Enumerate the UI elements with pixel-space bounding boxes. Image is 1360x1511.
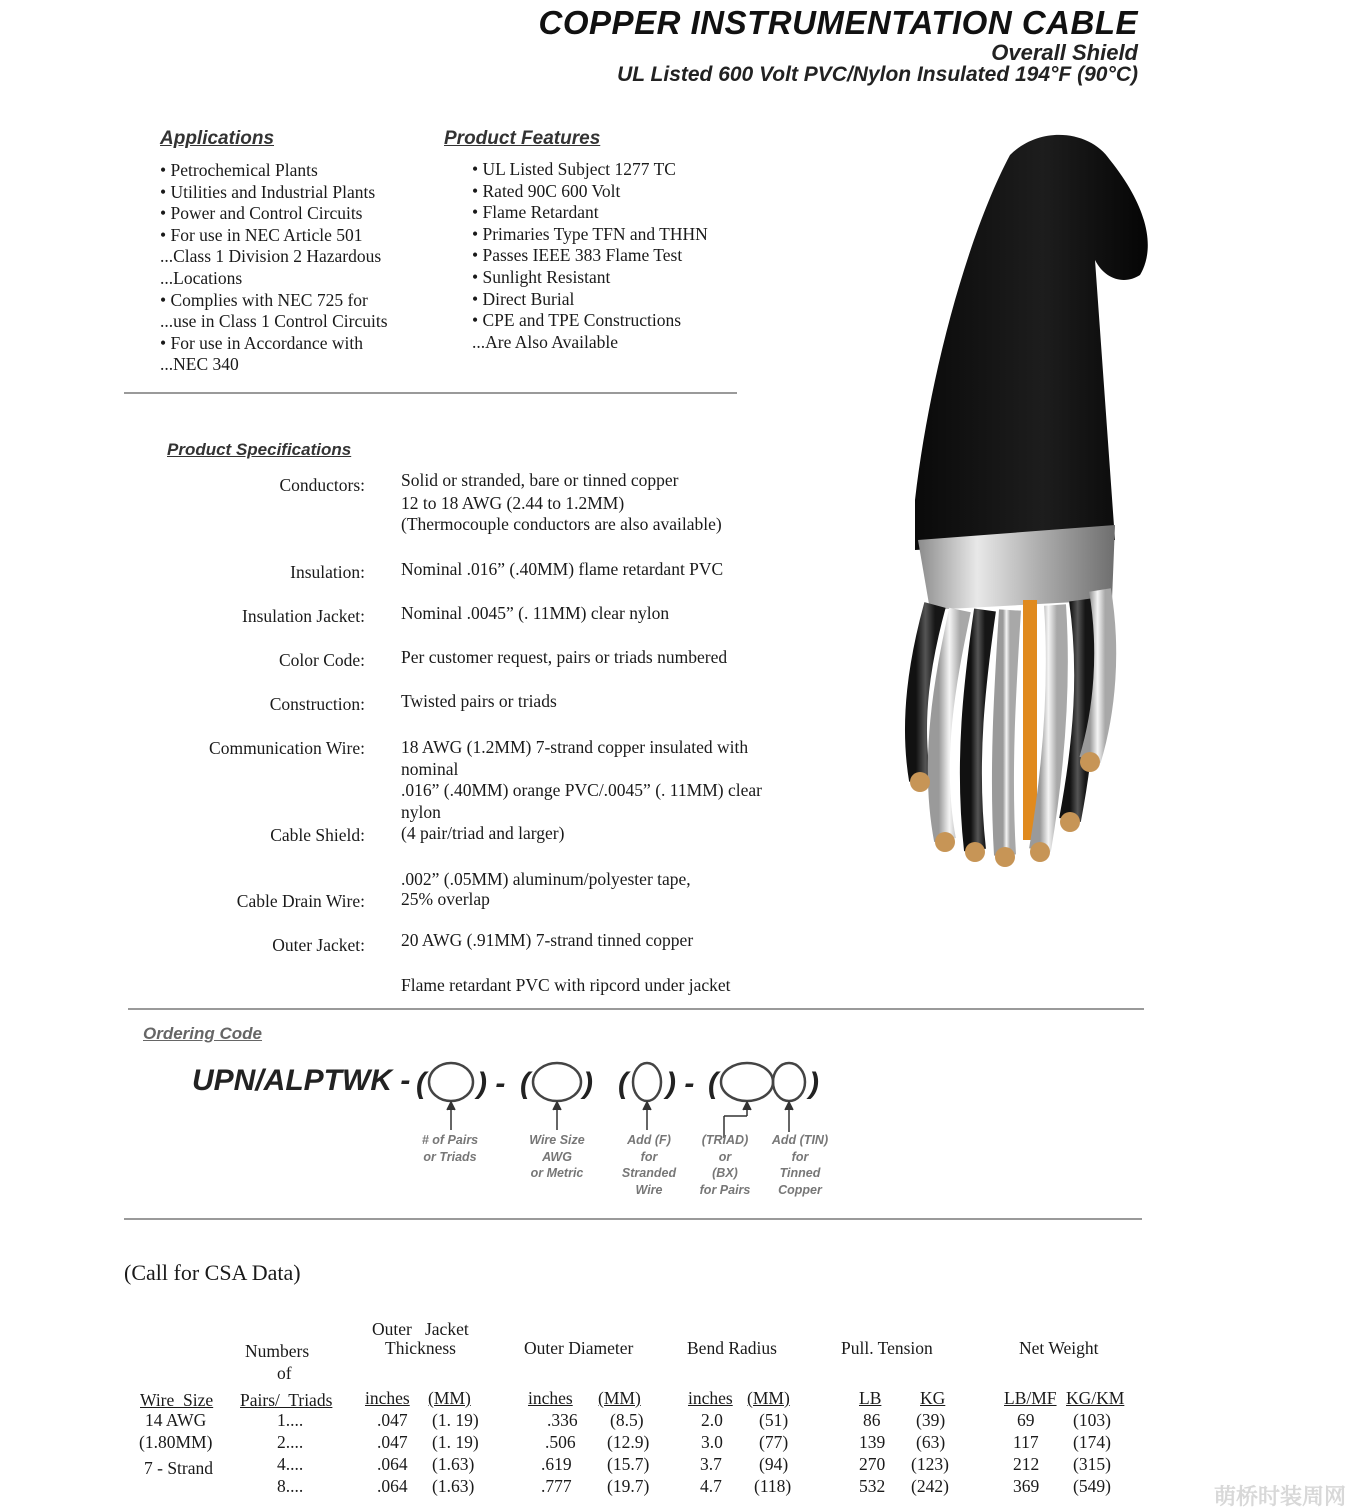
list-item: ...Are Also Available <box>472 331 618 352</box>
slot-wire-size <box>533 1063 581 1101</box>
cell-oj-in: .064 <box>377 1454 408 1474</box>
th-br-mm: (MM) <box>747 1388 790 1408</box>
spec-value-line: 18 AWG (1.2MM) 7-strand copper insulated with <box>401 737 749 757</box>
spec-label-cable-shield: Cable Shield: <box>270 825 365 845</box>
cell-kgkm: (315) <box>1073 1454 1111 1474</box>
csa-note: (Call for CSA Data) <box>124 1260 301 1285</box>
cell-kgkm: (174) <box>1073 1432 1111 1452</box>
cell-pairs: 4.... <box>277 1454 304 1474</box>
ordering-code-prefix: UPN/ALPTWK - <box>192 1064 411 1097</box>
cell-kg: (123) <box>911 1454 949 1474</box>
list-item: • For use in Accordance with <box>160 332 363 353</box>
list-item: • Rated 90C 600 Volt <box>472 180 621 201</box>
spec-value-line: nominal <box>401 758 459 779</box>
ordering-label-stranded: Add (F) for Stranded Wire <box>621 1133 677 1197</box>
list-item: • Passes IEEE 383 Flame Test <box>472 245 683 266</box>
spec-label-insulation-jacket: Insulation Jacket: <box>242 606 365 626</box>
cell-oj-mm: (1. 19) <box>432 1432 479 1452</box>
cell-od-mm: (8.5) <box>610 1410 644 1430</box>
applications-heading: Applications <box>160 128 275 149</box>
cell-pairs: 2.... <box>277 1432 304 1452</box>
cell-br-mm: (118) <box>754 1476 792 1496</box>
cell-pairs: 1.... <box>277 1410 304 1430</box>
cell-lb: 139 <box>859 1432 886 1452</box>
wire-desc: 14 AWG <box>145 1410 207 1430</box>
spec-value-outer-jacket: Flame retardant PVC with ripcord under jacket <box>401 975 731 995</box>
svg-text:(: ( <box>708 1067 718 1100</box>
list-item: ...Class 1 Division 2 Hazardous <box>160 246 382 267</box>
wire-desc: 7 - Strand <box>144 1458 214 1478</box>
cell-od-mm: (15.7) <box>607 1454 650 1474</box>
spec-label-outer-jacket: Outer Jacket: <box>272 935 365 955</box>
th-pull-tension: Pull. Tension <box>841 1338 933 1358</box>
cell-br-in: 4.7 <box>700 1476 722 1496</box>
cell-br-mm: (51) <box>759 1410 789 1430</box>
list-item: • Direct Burial <box>472 288 575 309</box>
list-item: ...NEC 340 <box>160 354 239 375</box>
cell-kg: (242) <box>911 1476 949 1496</box>
cell-lb: 532 <box>859 1476 886 1496</box>
svg-text:) -: ) - <box>477 1067 506 1100</box>
th-od-inches: inches <box>528 1388 573 1408</box>
slot-tinned <box>773 1063 805 1101</box>
th-oj-inches: inches <box>365 1388 410 1408</box>
applications-list <box>160 160 388 376</box>
th-kg: KG <box>920 1388 946 1408</box>
cell-od-mm: (12.9) <box>607 1432 650 1452</box>
list-item: • Power and Control Circuits <box>160 203 363 224</box>
cell-br-mm: (94) <box>759 1454 789 1474</box>
spec-value-conductors <box>401 470 722 534</box>
svg-text:) -: ) - <box>666 1067 695 1100</box>
page-title: COPPER INSTRUMENTATION CABLE <box>538 4 1138 41</box>
cell-od-in: .506 <box>545 1432 576 1452</box>
wire-desc: (1.80MM) <box>139 1432 213 1452</box>
spec-label-communication-wire: Communication Wire: <box>209 738 365 758</box>
spec-label-insulation: Insulation: <box>290 562 365 582</box>
list-item: ...use in Class 1 Control Circuits <box>160 311 388 332</box>
cell-oj-mm: (1.63) <box>432 1476 475 1496</box>
th-numbers: Numbers <box>245 1341 310 1361</box>
ordering-label-tinned: Add (TIN) for Tinned Copper <box>771 1133 829 1197</box>
spec-value-line: Solid or stranded, bare or tinned copper <box>401 470 679 490</box>
slot-pairs <box>429 1063 473 1101</box>
cell-kgkm: (549) <box>1073 1476 1111 1496</box>
th-of: of <box>277 1363 292 1383</box>
cell-kg: (39) <box>916 1410 946 1430</box>
ordering-heading: Ordering Code <box>143 1024 263 1043</box>
list-item: • Utilities and Industrial Plants <box>160 181 376 202</box>
spec-value-line: 25% overlap <box>401 889 490 909</box>
th-oj-mm: (MM) <box>428 1388 471 1408</box>
cell-lb: 86 <box>863 1410 881 1430</box>
th-lb: LB <box>859 1388 882 1408</box>
cell-oj-in: .047 <box>377 1410 408 1430</box>
ordering-label-triad: (TRIAD) or (BX) for Pairs <box>699 1133 751 1197</box>
slot-stranded <box>633 1063 661 1101</box>
spec-value-insulation-jacket: Nominal .0045” (. 11MM) clear nylon <box>401 603 670 623</box>
ordering-label-pairs: # of Pairs or Triads <box>421 1133 479 1164</box>
th-thickness: Thickness <box>385 1338 456 1358</box>
cell-od-in: .777 <box>541 1476 572 1496</box>
page-subtitle: Overall Shield <box>991 40 1138 65</box>
spec-label-cable-drain-wire: Cable Drain Wire: <box>236 891 365 911</box>
th-pairs-triads: Pairs/ Triads <box>240 1390 333 1410</box>
cell-lb: 270 <box>859 1454 886 1474</box>
spec-value-cable-shield <box>401 869 691 909</box>
th-wire-size: Wire Size <box>140 1390 214 1410</box>
spec-label-color-code: Color Code: <box>278 650 365 670</box>
spec-value-construction: Twisted pairs or triads <box>401 691 557 711</box>
cable-jacket <box>915 135 1148 550</box>
spec-label-construction: Construction: <box>269 694 365 714</box>
cable-illustration <box>890 120 1170 890</box>
svg-text:(: ( <box>618 1067 628 1100</box>
cell-lbmf: 117 <box>1013 1432 1039 1452</box>
svg-text:(: ( <box>520 1067 530 1100</box>
specs-heading: Product Specifications <box>167 440 352 459</box>
th-od-mm: (MM) <box>598 1388 641 1408</box>
spec-value-line: .016” (.40MM) orange PVC/.0045” (. 11MM) clear <box>401 780 762 800</box>
spec-value-line: .002” (.05MM) aluminum/polyester tape, <box>401 869 691 889</box>
list-item: • Complies with NEC 725 for <box>160 289 368 310</box>
divider <box>124 1218 1142 1220</box>
th-lbmf: LB/MF <box>1004 1388 1057 1408</box>
spec-value-drain-wire: 20 AWG (.91MM) 7-strand tinned copper <box>401 930 694 950</box>
list-item: • Sunlight Resistant <box>472 266 611 287</box>
spec-value-color-code: Per customer request, pairs or triads numbered <box>401 647 728 667</box>
list-item: • Primaries Type TFN and THHN <box>472 223 708 244</box>
cell-oj-mm: (1.63) <box>432 1454 475 1474</box>
th-outer-jacket: Outer Jacket <box>372 1319 469 1339</box>
cell-kg: (63) <box>916 1432 946 1452</box>
cell-lbmf: 369 <box>1013 1476 1040 1496</box>
th-bend-radius: Bend Radius <box>687 1338 777 1358</box>
features-list <box>472 158 708 352</box>
svg-text:): ) <box>583 1067 593 1100</box>
cell-pairs: 8.... <box>277 1476 304 1496</box>
cell-oj-mm: (1. 19) <box>432 1410 479 1430</box>
watermark: 萌桥时装周网 <box>1213 1485 1346 1510</box>
spec-value-line: (4 pair/triad and larger) <box>401 823 565 843</box>
cell-oj-in: .047 <box>377 1432 408 1452</box>
cell-od-mm: (19.7) <box>607 1476 650 1496</box>
list-item: • Flame Retardant <box>472 202 599 223</box>
divider <box>124 392 737 394</box>
svg-text:): ) <box>809 1067 819 1100</box>
spec-value-line: nylon <box>401 801 441 822</box>
svg-text:(: ( <box>416 1067 426 1100</box>
cell-od-in: .619 <box>541 1454 572 1474</box>
th-kgkm: KG/KM <box>1066 1388 1125 1408</box>
slot-triad <box>721 1063 773 1101</box>
list-item: • CPE and TPE Constructions <box>472 310 682 331</box>
cable-conductors <box>910 590 1105 867</box>
list-item: ...Locations <box>160 267 243 288</box>
ordering-label-wire-size: Wire Size AWG or Metric <box>529 1133 585 1180</box>
th-br-inches: inches <box>688 1388 733 1408</box>
th-net-weight: Net Weight <box>1019 1338 1099 1358</box>
cell-br-in: 3.7 <box>700 1454 722 1474</box>
cell-od-in: .336 <box>547 1410 578 1430</box>
spec-value-insulation: Nominal .016” (.40MM) flame retardant PVC <box>401 559 724 579</box>
list-item: • Petrochemical Plants <box>160 160 318 180</box>
cell-oj-in: .064 <box>377 1476 408 1496</box>
cell-br-mm: (77) <box>759 1432 789 1452</box>
features-heading: Product Features <box>444 128 601 149</box>
spec-value-line: (Thermocouple conductors are also available) <box>401 514 722 534</box>
spec-value-line: 12 to 18 AWG (2.44 to 1.2MM) <box>401 493 625 513</box>
divider <box>128 1008 1144 1010</box>
cell-kgkm: (103) <box>1073 1410 1111 1430</box>
cell-br-in: 3.0 <box>701 1432 723 1452</box>
spec-value-communication-wire <box>401 737 762 845</box>
list-item: • For use in NEC Article 501 <box>160 224 363 245</box>
spec-label-conductors: Conductors: <box>279 475 365 495</box>
th-outer-diameter: Outer Diameter <box>524 1338 634 1358</box>
cell-lbmf: 69 <box>1017 1410 1035 1430</box>
page-subtitle-rating: UL Listed 600 Volt PVC/Nylon Insulated 194°F (90°C) <box>617 63 1138 86</box>
cell-lbmf: 212 <box>1013 1454 1040 1474</box>
cell-br-in: 2.0 <box>701 1410 723 1430</box>
list-item: • UL Listed Subject 1277 TC <box>472 159 676 179</box>
